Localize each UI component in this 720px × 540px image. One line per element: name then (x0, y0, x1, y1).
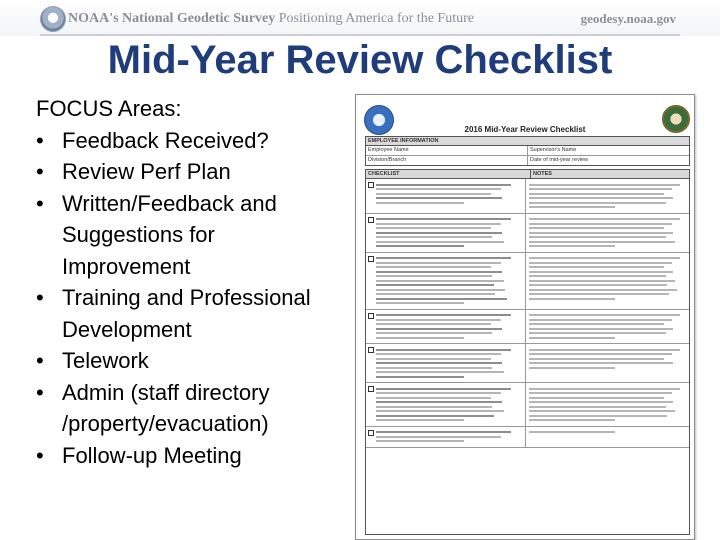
focus-bullet-text: Follow-up Meeting (62, 442, 242, 468)
checklist-item-cell (366, 253, 526, 309)
focus-bullet-item (36, 377, 336, 440)
employee-info-row (366, 146, 689, 156)
checklist-table-header (366, 170, 689, 179)
bullet-dot-icon: • (36, 190, 44, 216)
focus-bullet-item (36, 125, 336, 157)
checkbox-icon (368, 347, 374, 353)
checkbox-icon (368, 430, 374, 436)
checklist-column-header: CHECKLIST (366, 170, 531, 178)
checklist-row (366, 179, 689, 214)
checklist-item-cell (366, 310, 526, 344)
focus-bullet-item (36, 282, 336, 345)
checkbox-icon (368, 217, 374, 223)
notes-cell (526, 344, 689, 382)
employee-info-cell: Date of mid-year review (527, 156, 689, 165)
bullet-dot-icon: • (36, 348, 44, 373)
bullet-dot-icon: • (36, 127, 44, 153)
checklist-row (366, 383, 689, 427)
focus-bullet-item (36, 188, 336, 283)
banner-website: geodesy.noaa.gov (580, 11, 676, 26)
notes-cell (526, 214, 689, 252)
checklist-row (366, 344, 689, 383)
focus-bullet-list (36, 125, 336, 472)
document-title: 2016 Mid-Year Review Checklist (464, 125, 586, 134)
focus-bullet-text: Admin (staff directory /property/evacuation) (62, 379, 270, 436)
checkbox-icon (368, 313, 374, 319)
focus-bullet-text: Telework (62, 348, 149, 373)
checklist-table (365, 169, 690, 535)
checkbox-icon (368, 182, 374, 188)
focus-bullet-text: Training and Professional Development (62, 285, 311, 342)
checklist-document-thumbnail (355, 94, 695, 540)
header-banner (0, 0, 720, 36)
bullet-dot-icon: • (36, 159, 44, 184)
banner-tagline: NOAA's National Geodetic Survey Positioning America for the Future (68, 11, 474, 26)
bullet-dot-icon: • (36, 285, 44, 310)
checklist-row (366, 214, 689, 253)
notes-cell (526, 383, 689, 426)
bullet-dot-icon: • (36, 442, 44, 468)
employee-info-cell: Employee Name (368, 147, 409, 153)
notes-column-header: NOTES (533, 171, 552, 177)
focus-bullet-item (36, 156, 336, 188)
employee-info-row (366, 156, 689, 165)
focus-bullet-item (36, 345, 336, 377)
employee-info-cell: Supervisor's Name (527, 146, 689, 155)
checklist-item-cell (366, 344, 526, 382)
checklist-row (366, 427, 689, 448)
slide-title: Mid-Year Review Checklist (107, 38, 613, 82)
notes-cell (526, 310, 689, 344)
notes-cell (526, 179, 689, 213)
checklist-item-cell (366, 383, 526, 426)
employee-info-heading: EMPLOYEE INFORMATION (366, 137, 689, 146)
banner-divider (40, 34, 680, 36)
focus-bullet-text: Written/Feedback and Suggestions for Improvement (62, 190, 277, 279)
checkbox-icon (368, 386, 374, 392)
checklist-row (366, 310, 689, 345)
noaa-logo-icon (40, 6, 66, 32)
employee-info-table (365, 136, 690, 166)
checklist-row (366, 253, 689, 310)
notes-cell (526, 427, 689, 447)
checklist-item-cell (366, 427, 526, 447)
bullet-dot-icon: • (36, 379, 44, 405)
checkbox-icon (368, 256, 374, 262)
notes-cell (526, 253, 689, 309)
employee-info-cell: Division/Branch (368, 157, 407, 163)
focus-areas (36, 93, 336, 471)
focus-bullet-text: Review Perf Plan (62, 159, 231, 184)
focus-bullet-item (36, 440, 336, 472)
checklist-item-cell (366, 179, 526, 213)
checklist-item-cell (366, 214, 526, 252)
focus-bullet-text: Feedback Received? (62, 127, 269, 153)
focus-heading: FOCUS Areas: (36, 96, 182, 121)
